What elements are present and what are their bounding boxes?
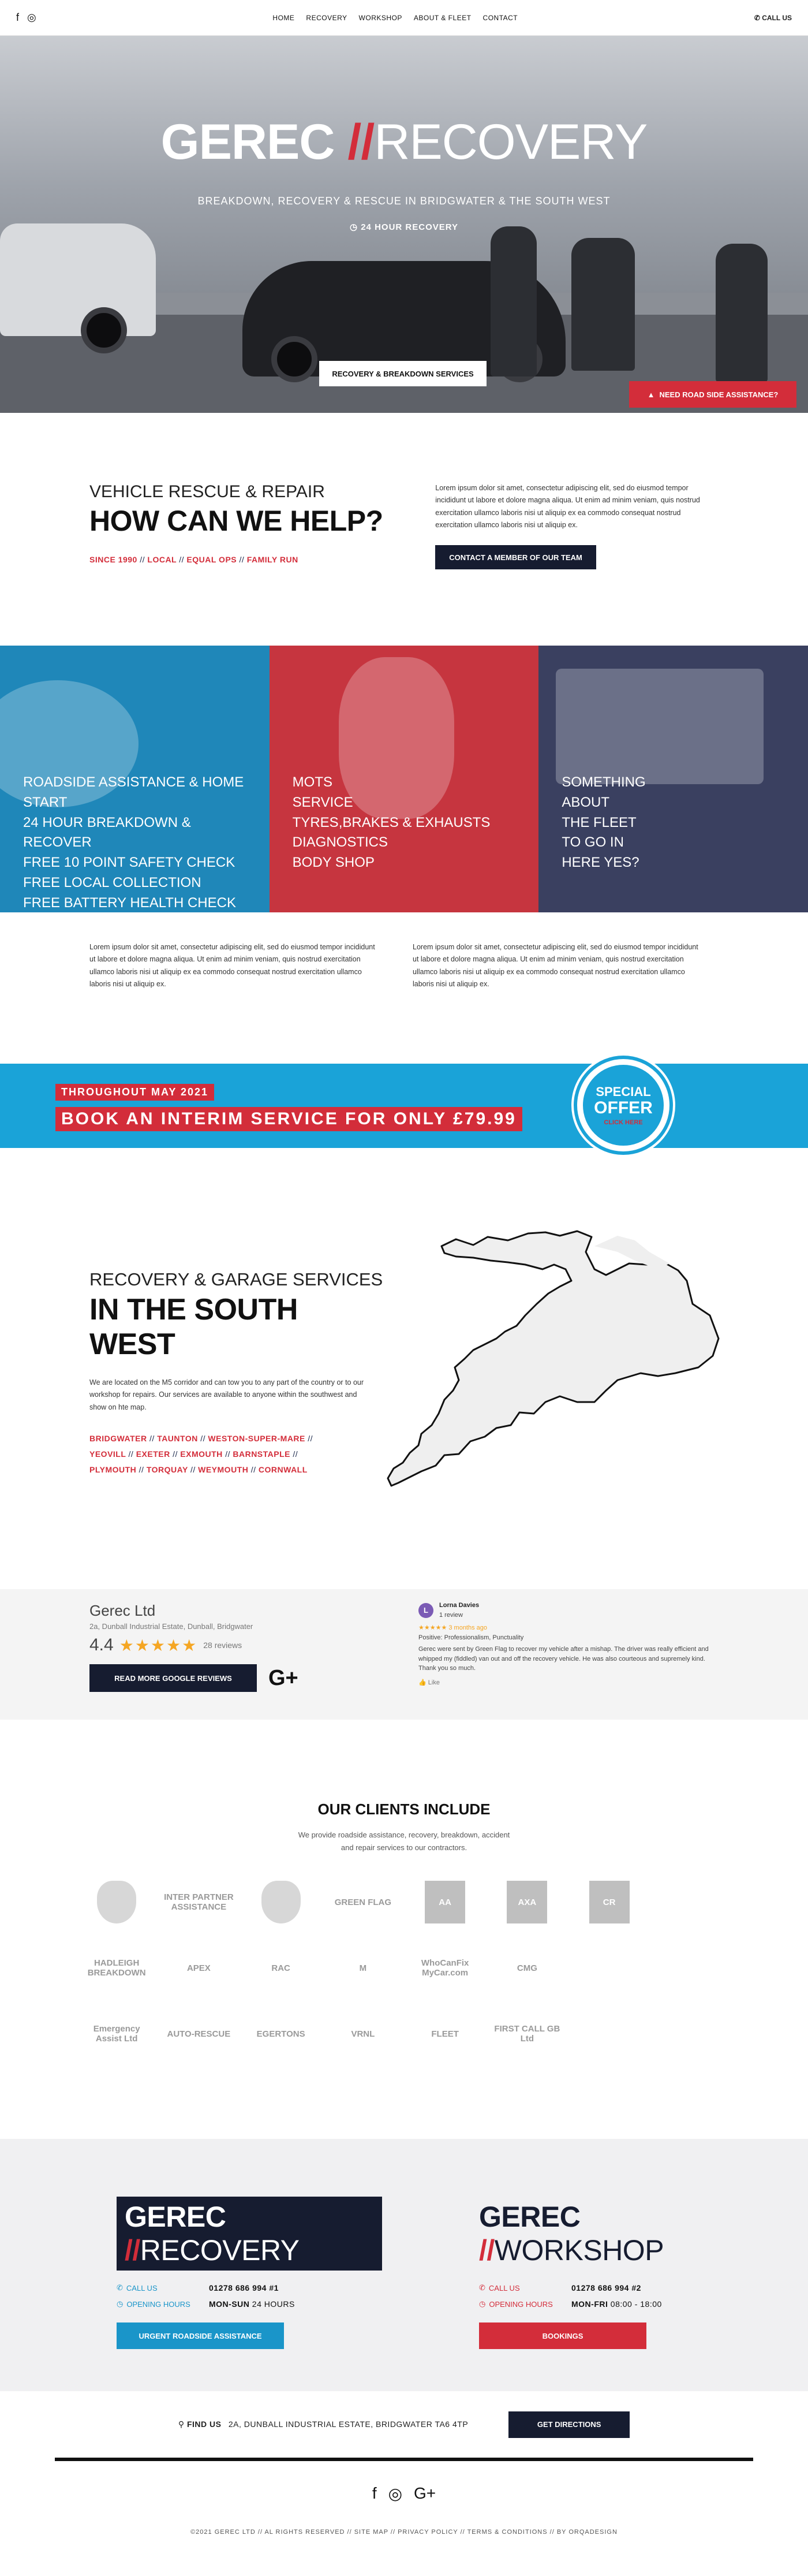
- client-logo: FIRST CALL GB Ltd: [494, 2024, 560, 2044]
- recovery-hours-time: 24 HOURS: [252, 2299, 295, 2309]
- client-logo: VRNL: [351, 2029, 375, 2039]
- help-text: Lorem ipsum dolor sit amet, consectetur adipiscing elit, sed do eiusmod tempor incididunt ut labore et dolore magna aliqua. Ut enim ad minim veniam, quis nostrud exercitation ullamco laboris nisi ut aliquip ex ea commodo consequat nostrud exercitation ullamco laboris nisi ut aliquip ex.: [435, 484, 700, 529]
- place: EXETER: [136, 1449, 170, 1459]
- instagram-icon[interactable]: ◎: [27, 12, 36, 23]
- southwest-text: We are located on the M5 corridor and can tow you to any part of the country or to our workshop for repairs. Our services are available to anyone within the southwest and show on hte map.: [89, 1378, 364, 1411]
- workshop-contact-brand: GEREC: [479, 2201, 581, 2233]
- panel-line: SERVICE: [292, 794, 353, 810]
- panel-line: DIAGNOSTICS: [292, 834, 388, 851]
- recovery-phone-label: [117, 2283, 209, 2292]
- offer-headline: BOOK AN INTERIM SERVICE FOR ONLY £79.99: [55, 1107, 522, 1131]
- read-google-reviews-button[interactable]: READ MORE GOOGLE REVIEWS: [89, 1664, 257, 1692]
- clock-icon: ◷: [117, 2299, 124, 2308]
- hero-car-wheel: [271, 336, 317, 382]
- tag: SINCE 1990: [89, 555, 137, 564]
- southwest-map-outline: [388, 1231, 719, 1486]
- call-us-link[interactable]: [754, 14, 792, 22]
- google-reviews: [0, 1589, 808, 1720]
- workshop-contact: [479, 2197, 745, 2349]
- phone-icon: ✆: [479, 2283, 485, 2292]
- client-logo: M: [359, 1963, 367, 1973]
- road-side-assistance-button[interactable]: [629, 381, 796, 408]
- rating-row: [89, 1635, 390, 1655]
- hero-mechanic: [491, 226, 537, 376]
- workshop-phone-label-text: CALL US: [488, 2283, 520, 2292]
- address-line: [178, 2420, 468, 2429]
- recovery-hours-value: [209, 2299, 295, 2309]
- client-logo: CR: [589, 1881, 630, 1923]
- panel-workshop[interactable]: [270, 646, 539, 912]
- panel-line: TYRES,BRAKES & EXHAUSTS: [292, 814, 491, 830]
- panel-line: FREE LOCAL COLLECTION: [23, 874, 201, 890]
- workshop-hours-row: [479, 2299, 745, 2309]
- footer-copyright: ©2021 GEREC LTD // AL RIGHTS RESERVED // SITE MAP // PRIVACY POLICY // TERMS & CONDITIONS // BY ORQADESIGN: [190, 2529, 618, 2536]
- client-logo: EGERTONS: [256, 2029, 305, 2039]
- workshop-hours-label: [479, 2299, 571, 2309]
- workshop-hours-days: MON-FRI: [571, 2299, 608, 2309]
- panel-line: 24 HOUR BREAKDOWN & RECOVER: [23, 814, 191, 851]
- review-like-label: Like: [428, 1679, 440, 1686]
- clock-icon: ◷: [349, 222, 358, 232]
- bookings-button[interactable]: BOOKINGS: [479, 2322, 646, 2349]
- panel-line: ROADSIDE ASSISTANCE & HOME START: [23, 774, 244, 810]
- contact-team-button[interactable]: CONTACT A MEMBER OF OUR TEAM: [435, 545, 596, 569]
- client-logo: [574, 1947, 645, 1989]
- panel-recovery-list: [23, 773, 246, 912]
- panel-line: ABOUT: [562, 794, 610, 810]
- client-crest-logo: [97, 1881, 136, 1923]
- menu-item-recovery[interactable]: RECOVERY: [306, 13, 347, 22]
- workshop-hours-value: [571, 2299, 662, 2309]
- menu-item-workshop[interactable]: WORKSHOP: [358, 13, 402, 22]
- badge-click-here[interactable]: CLICK HERE: [604, 1119, 643, 1126]
- social-links: [16, 12, 36, 24]
- review-header: [418, 1601, 724, 1620]
- panel-fleet-bg: [556, 669, 764, 784]
- reviewer-info: [439, 1601, 479, 1620]
- hero-title-brand: GEREC: [160, 114, 335, 170]
- tag: LOCAL: [147, 555, 177, 564]
- workshop-contact-title: [479, 2197, 745, 2271]
- client-crest-logo: [261, 1881, 301, 1923]
- help-heading: HOW CAN WE HELP?: [89, 505, 383, 537]
- clients-text: We provide roadside assistance, recovery, breakdown, accident and repair services to our contractors.: [298, 1831, 510, 1852]
- panel-line: FREE BATTERY HEALTH CHECK: [23, 894, 236, 911]
- get-directions-button[interactable]: GET DIRECTIONS: [508, 2411, 630, 2438]
- review-positive: Positive: Professionalism, Punctuality: [418, 1634, 524, 1641]
- reviews-actions: [89, 1664, 390, 1692]
- hero-subtitle: BREAKDOWN, RECOVERY & RESCUE IN BRIDGWATER & THE SOUTH WEST: [197, 195, 611, 207]
- facebook-icon[interactable]: f: [372, 2484, 377, 2502]
- southwest-heading: IN THE SOUTH WEST: [89, 1293, 298, 1361]
- review-text: Gerec were sent by Green Flag to recover my vehicle after a mishap. The driver was really efficient and whipped my (fiddled) van out and off the recovery vehicle. He was also courteous and supremely kind. Thank you so much.: [418, 1646, 709, 1672]
- help-eyebrow: VEHICLE RESCUE & REPAIR: [89, 482, 325, 501]
- place: WEYMOUTH: [198, 1465, 249, 1475]
- recovery-contact-title: [117, 2197, 382, 2271]
- southwest-intro: [89, 1269, 390, 1478]
- client-logo: GREEN FLAG: [334, 1897, 392, 1907]
- hero-customer: [716, 244, 768, 382]
- offer-date: THROUGHOUT MAY 2021: [55, 1084, 214, 1101]
- reviewer-name: Lorna Davies: [439, 1602, 480, 1609]
- recovery-contact: [117, 2197, 382, 2349]
- client-logo: HADLEIGH BREAKDOWN: [87, 1958, 146, 1978]
- menu-item-home[interactable]: HOME: [272, 13, 295, 22]
- help-body: [435, 482, 719, 646]
- special-offer-badge[interactable]: [577, 1059, 669, 1151]
- southwest-eyebrow: RECOVERY & GARAGE SERVICES: [89, 1269, 383, 1289]
- client-logo: AXA: [507, 1881, 547, 1923]
- phone-icon: ✆: [117, 2283, 123, 2292]
- recovery-contact-slash: //: [125, 2234, 140, 2266]
- facebook-icon[interactable]: f: [16, 12, 20, 23]
- avatar: L: [418, 1603, 433, 1618]
- places-row: BRIDGWATER // TAUNTON // WESTON-SUPER-MARE //: [89, 1433, 313, 1443]
- hero-title-slash: //: [347, 114, 375, 170]
- hero-hours-label: 24 HOUR RECOVERY: [361, 222, 459, 232]
- recovery-hours-days: MON-SUN: [209, 2299, 250, 2309]
- reviewer-meta: 1 review: [439, 1611, 463, 1619]
- hero-van: [0, 223, 156, 336]
- hero: [0, 36, 808, 413]
- hero-hours: [0, 222, 808, 232]
- panel-fleet[interactable]: [538, 646, 808, 912]
- find-us: [0, 2391, 808, 2458]
- place: WESTON-SUPER-MARE: [208, 1433, 305, 1443]
- call-us-label: CALL US: [762, 13, 792, 22]
- panel-recovery[interactable]: [0, 646, 270, 912]
- client-logo: RAC: [271, 1963, 290, 1973]
- instagram-icon[interactable]: ◎: [388, 2485, 403, 2503]
- workshop-contact-slash: //: [479, 2234, 495, 2266]
- panel-line: FREE 10 POINT SAFETY CHECK: [23, 855, 235, 871]
- info-text-right: Lorem ipsum dolor sit amet, consectetur adipiscing elit, sed do eiusmod tempor incididunt ut labore et dolore magna aliqua. Ut enim ad minim veniam, quis nostrud exercitation ullamco laboris nisi ut aliquip ex ea commodo consequat nostrud exercitation ullamco laboris nisi ut aliquip ex.: [413, 943, 698, 988]
- place: YEOVILL: [89, 1449, 126, 1459]
- client-logo: APEX: [186, 1963, 211, 1973]
- recovery-services-button[interactable]: RECOVERY & BREAKDOWN SERVICES: [319, 361, 487, 386]
- recovery-phone-label-text: CALL US: [126, 2283, 158, 2292]
- client-logo: AA: [425, 1881, 465, 1923]
- workshop-contact-section: WORKSHOP: [494, 2234, 664, 2266]
- places-row: PLYMOUTH // TORQUAY // WEYMOUTH // CORNWALL: [89, 1465, 308, 1475]
- recovery-contact-brand: GEREC: [125, 2201, 226, 2233]
- workshop-phone-label: [479, 2283, 571, 2292]
- road-side-assistance-label: NEED ROAD SIDE ASSISTANCE?: [659, 390, 779, 399]
- hero-van-wheel: [81, 307, 127, 353]
- badge-line: OFFER: [594, 1098, 653, 1117]
- recovery-hours-label-text: OPENING HOURS: [126, 2299, 190, 2309]
- client-logo: [656, 1881, 727, 1923]
- tag: EQUAL OPS: [186, 555, 237, 564]
- southwest-map: [387, 1229, 721, 1512]
- service-panels: [0, 646, 808, 912]
- review-like[interactable]: [418, 1678, 724, 1688]
- warning-icon: ▲: [647, 390, 655, 399]
- place: PLYMOUTH: [89, 1465, 137, 1475]
- client-logo: FLEET: [431, 2029, 459, 2039]
- help-section: [0, 413, 808, 646]
- review-count[interactable]: 28 reviews: [203, 1641, 242, 1650]
- client-logo: AUTO-RESCUE: [167, 2029, 231, 2039]
- panel-line: MOTS: [292, 774, 332, 790]
- clients-section: [0, 1720, 808, 2139]
- workshop-hours-time: 08:00 - 18:00: [610, 2299, 662, 2309]
- recovery-hours-label: [117, 2299, 209, 2309]
- client-logo: [656, 1947, 727, 1989]
- panel-line: BODY SHOP: [292, 855, 375, 871]
- info-text: [0, 912, 808, 1064]
- panel-line: HERE YES?: [562, 855, 639, 871]
- top-nav: [0, 0, 808, 36]
- client-logo: INTER PARTNER ASSISTANCE: [164, 1892, 234, 1913]
- review-stars-date: ★★★★★ 3 months ago: [418, 1624, 488, 1631]
- hero-customer: [571, 238, 635, 371]
- hero-title-section: RECOVERY: [374, 114, 648, 170]
- phone-icon: ✆: [754, 13, 760, 22]
- review-card: [418, 1601, 724, 1687]
- place: TORQUAY: [146, 1465, 188, 1475]
- panel-workshop-list: [293, 773, 516, 873]
- google-plus-icon[interactable]: G+: [268, 1665, 298, 1690]
- info-text-left: Lorem ipsum dolor sit amet, consectetur adipiscing elit, sed do eiusmod tempor incididunt ut labore et dolore magna aliqua. Ut enim ad minim veniam, quis nostrud exercitation ullamco laboris nisi ut aliquip ex ea commodo consequat nostrud exercitation ullamco laboris nisi ut aliquip ex.: [89, 943, 375, 988]
- client-logo: CMG: [517, 1963, 537, 1973]
- main-menu: [272, 14, 518, 22]
- google-plus-icon[interactable]: G+: [414, 2484, 436, 2502]
- address-text: 2A, DUNBALL INDUSTRIAL ESTATE, BRIDGWATER TA6 4TP: [228, 2420, 469, 2429]
- clients-heading: OUR CLIENTS INCLUDE: [317, 1800, 491, 1818]
- star-rating-icon: ★★★★★: [119, 1636, 198, 1654]
- client-logo: [656, 2012, 727, 2055]
- recovery-phone-number[interactable]: 01278 686 994 #1: [209, 2283, 279, 2292]
- reviews-summary: [89, 1602, 390, 1692]
- hero-title: [0, 114, 808, 171]
- place: TAUNTON: [157, 1433, 198, 1443]
- client-logo: Emergency Assist Ltd: [93, 2024, 140, 2044]
- business-name: Gerec Ltd: [89, 1602, 156, 1619]
- place: CORNWALL: [258, 1465, 308, 1475]
- rating-value: 4.4: [89, 1635, 114, 1654]
- client-logo: [574, 2012, 645, 2055]
- place: EXMOUTH: [180, 1449, 223, 1459]
- places-list: [89, 1431, 390, 1478]
- menu-item-about-fleet[interactable]: ABOUT & FLEET: [413, 13, 472, 22]
- client-logo: WhoCanFix MyCar.com: [421, 1958, 469, 1978]
- business-address: 2a, Dunball Industrial Estate, Dunball, Bridgwater: [89, 1622, 253, 1631]
- map-pin-icon: ⚲: [178, 2420, 185, 2429]
- help-tags: SINCE 1990 // LOCAL // EQUAL OPS // FAMILY RUN: [89, 555, 298, 564]
- tag: FAMILY RUN: [246, 555, 298, 564]
- recovery-hours-row: [117, 2299, 382, 2309]
- find-us-label: FIND US: [186, 2420, 222, 2429]
- workshop-phone-number[interactable]: 01278 686 994 #2: [571, 2283, 641, 2292]
- panel-fleet-list: [562, 773, 785, 873]
- menu-item-contact[interactable]: CONTACT: [482, 13, 518, 22]
- client-logos: [81, 1881, 727, 2055]
- workshop-hours-label-text: OPENING HOURS: [489, 2299, 553, 2309]
- recovery-contact-section: RECOVERY: [140, 2234, 300, 2266]
- place: BRIDGWATER: [89, 1433, 147, 1443]
- help-intro: [89, 482, 418, 646]
- footer-social: [0, 2484, 808, 2503]
- clock-icon: ◷: [479, 2299, 486, 2308]
- footer: [0, 2461, 808, 2568]
- places-row: YEOVILL // EXETER // EXMOUTH // BARNSTAPLE //: [89, 1449, 298, 1459]
- offer-banner[interactable]: [0, 1064, 808, 1148]
- panel-line: TO GO IN: [562, 834, 624, 851]
- place: BARNSTAPLE: [233, 1449, 290, 1459]
- southwest-section: [0, 1148, 808, 1589]
- panel-line: SOMETHING: [562, 774, 646, 790]
- recovery-phone-row: [117, 2283, 382, 2292]
- workshop-phone-row: [479, 2283, 745, 2292]
- panel-line: THE FLEET: [562, 814, 637, 830]
- urgent-roadside-button[interactable]: URGENT ROADSIDE ASSISTANCE: [117, 2322, 284, 2349]
- thumbs-up-icon: 👍: [418, 1679, 427, 1686]
- badge-line: SPECIAL: [596, 1084, 651, 1099]
- contact-section: [0, 2139, 808, 2391]
